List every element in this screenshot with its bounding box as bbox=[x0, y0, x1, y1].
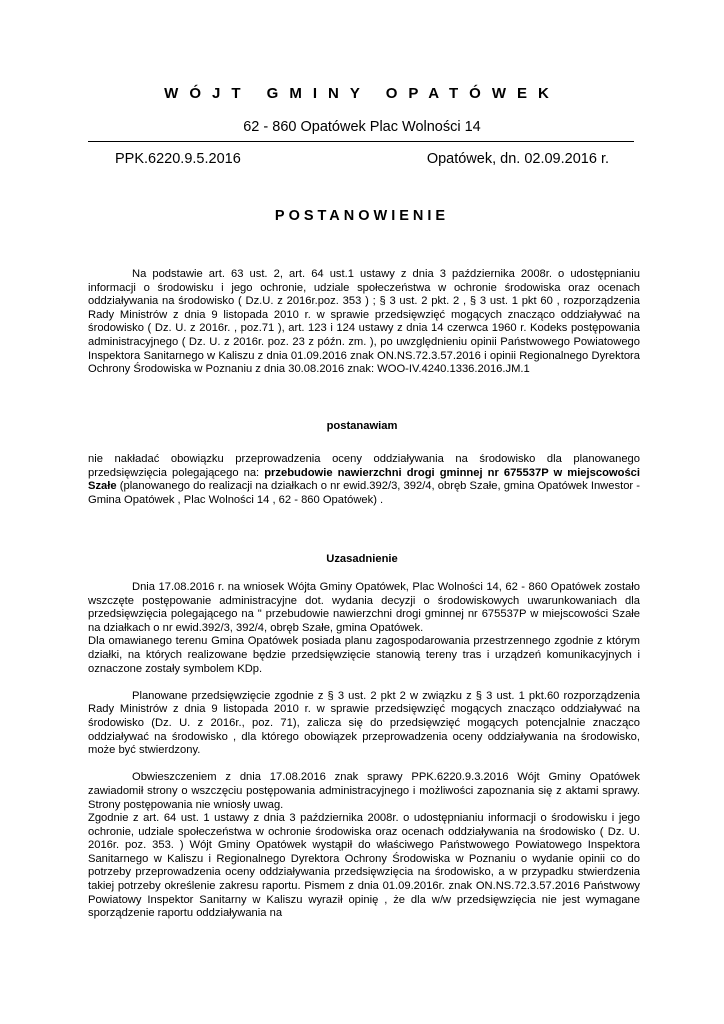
justification-paragraph-1: Dnia 17.08.2016 r. na wniosek Wójta Gminy Opatówek, Plac Wolności 14, 62 - 860 Opatówek zostało wszczęte postępowanie administracyjne dot. wydania decyzji o środowiskowych uwarunkowaniach dla przedsięwzięcia polegającego na " przebudowie nawierzchni drogi gminnej nr 675537P w miejscowości Szałe na działkach o nr ewid.392/3, 392/4, obręb Szałe, gmina Opatówek. bbox=[88, 581, 640, 634]
place-date: Opatówek, dn. 02.09.2016 r. bbox=[426, 151, 609, 167]
header-divider bbox=[88, 141, 634, 142]
decision-heading: postanawiam bbox=[326, 420, 398, 432]
legal-basis-section bbox=[88, 268, 640, 377]
decision-text-before: nie nakładać obowiązku przeprowadzenia oceny oddziaływania na środowisko dla planowanego przedsięwzięcia polegającego na: bbox=[88, 453, 640, 479]
justification-paragraph-3: Planowane przedsięwzięcie zgodnie z § 3 ust. 2 pkt 2 w związku z § 3 ust. 1 pkt.60 rozporządzenia Rady Ministrów z dnia 9 listopada 2010 r. w sprawie przedsięwzięć mogących znacząco oddziaływać na środowisko (Dz. U. z 2016r., poz. 71), zalicza się do przedsięwzięć mogących potencjalnie znacząco oddziaływać na środowisko , dla którego obowiązek przeprowadzenia oceny oddziaływania na środowisko, może być stwierdzony. bbox=[88, 689, 640, 757]
legal-basis-paragraph: Na podstawie art. 63 ust. 2, art. 64 ust.1 ustawy z dnia 3 października 2008r. o udostępnianiu informacji o środowisku i jego ochronie, udziale społeczeństwa w ochronie środowiska oraz ocenach oddziaływania na środowisko ( Dz.U. z 2016r.poz. 353 ) ; § 3 ust. 2 pkt. 2 , § 3 ust. 1 pkt 60 , rozporządzenia Rady Ministrów z dnia 9 listopada 2010 r. w sprawie przedsięwzięć mogących znacząco oddziaływać na środowisko ( Dz. U. z 2016r. , poz.71 ), art. 123 i 124 ustawy z dnia 14 czerwca 1960 r. Kodeks postępowania administracyjnego ( Dz. U. z 2016r. poz. 23 z późn. zm. ), po uwzględnieniu opinii Państwowego Powiatowego Inspektora Sanitarnego w Kaliszu z dnia 01.09.2016 znak ON.NS.72.3.57.2016 i opinii Regionalnego Dyrektora Ochrony Środowiska w Poznaniu z dnia 30.08.2016 znak: WOO-IV.4240.1336.2016.JM.1 bbox=[88, 268, 640, 376]
justification-paragraph-2: Dla omawianego terenu Gmina Opatówek posiada planu zagospodarowania przestrzennego zgodnie z którym działki, na których realizowane będzie przedsięwzięcie stanowią tereny tras i urządzeń komunikacyjnych i oznaczone zostały symbolem KDp. bbox=[88, 635, 640, 675]
case-number: PPK.6220.9.5.2016 bbox=[115, 151, 241, 167]
justification-paragraph-4: Obwieszczeniem z dnia 17.08.2016 znak sprawy PPK.6220.9.3.2016 Wójt Gminy Opatówek zawiadomił strony o wszczęciu postępowania administracyjnego i możliwości zapoznania się z aktami sprawy. Strony postępowania nie wniosły uwag. bbox=[88, 771, 640, 811]
justification-paragraph-5: Zgodnie z art. 64 ust. 1 ustawy z dnia 3 października 2008r. o udostępnianiu informacji o środowisku i jego ochronie, udziale społeczeństwa w ochronie środowiska oraz ocenach oddziaływania na środowisko ( Dz. U. 2016r. poz. 353. ) Wójt Gminy Opatówek wystąpił do właściwego Państwowego Powiatowego Inspektora Sanitarnego w Kaliszu i Regionalnego Dyrektora Ochrony Środowiska w Poznaniu o wydanie opinii co do potrzeby przeprowadzenia oceny oddziaływania przedsięwzięcia na środowisko, a w przypadku stwierdzenia takiej potrzeby określenie zakresu raportu. Pismem z dnia 01.09.2016r. znak ON.NS.72.3.57.2016 Państwowy Powiatowy Inspektor Sanitarny w Kaliszu wyraził opinię , że dla w/w przedsięwzięcia nie jest wymagane sporządzenie raportu oddziaływania na bbox=[88, 812, 640, 920]
decision-text-after: (planowanego do realizacji na działkach o nr ewid.392/3, 392/4, obręb Szałe, gmina Opatówek Inwestor - Gmina Opatówek , Plac Wolności 14 , 62 - 860 Opatówek) . bbox=[88, 480, 640, 506]
justification-section bbox=[88, 581, 640, 921]
justification-heading: Uzasadnienie bbox=[326, 553, 398, 565]
decision-section bbox=[88, 453, 640, 507]
document-title: POSTANOWIENIE bbox=[274, 208, 450, 224]
decision-project-name: przebudowie nawierzchni drogi gminnej nr 675537P w miejscowości Szałe bbox=[88, 466, 640, 493]
decision-paragraph bbox=[88, 453, 640, 507]
authority-address: 62 - 860 Opatówek Plac Wolności 14 bbox=[243, 119, 481, 135]
authority-title: WÓJT GMINY OPATÓWEK bbox=[164, 85, 560, 102]
